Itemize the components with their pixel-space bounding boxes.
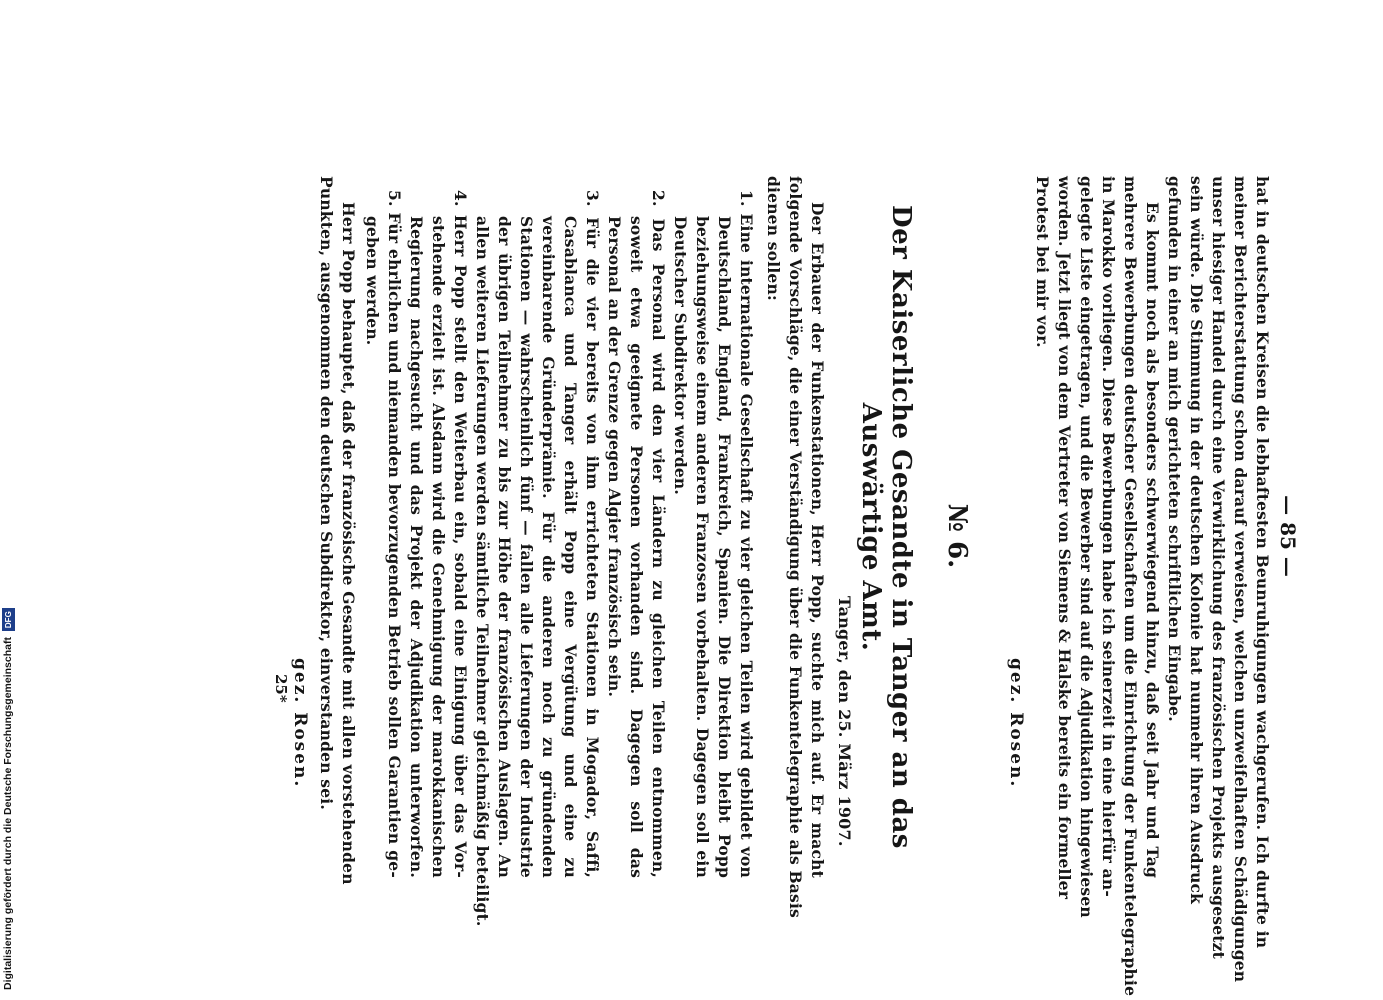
text-line: soweit etwa geeignete Personen vorhanden sind. Dagegen soll das [627,216,646,878]
text-line: Casablanca und Tanger erhält Popp eine Vergütung und eine zu [561,216,580,878]
text-line: 1. Eine internationale Gesellschaft zu vier gleichen Teilen wird gebildet von [737,190,756,878]
document-number: № 6. [942,503,972,569]
text-line: hat in deutschen Kreisen die lebhaftesten Beunruhigungen wachgerufen. Ich durfte in [1253,176,1272,949]
text-line: beziehungsweise einem anderen Franzosen vorbehalten. Dagegen soll ein [693,216,712,878]
text-line: mehrere Bewerbungen deutscher Gesellschaften um die Einrichtung der Funkentelegraphie [1121,176,1140,997]
text-line: Punkten, ausgenommen den deutschen Subdirektor, einverstanden sei. [317,176,336,810]
document-title: Der Kaiserliche Gesandte in Tanger an das Auswärtige Amt. [856,205,916,849]
text-line: geben werden. [363,216,382,346]
text-line: gefunden in einer an mich gerichteten schriftlichen Eingabe. [1165,176,1184,722]
text-line: Der Erbauer der Funkenstationen, Herr Popp, suchte mich auf. Er macht [808,202,827,878]
text-line: Regierung nachgesucht und das Projekt der Adjudikation unterworfen. [407,216,426,878]
text-line: stehende erzielt ist. Alsdann wird die Genehmigung der marokkanischen [429,216,448,878]
text-line: Herr Popp behauptet, daß der französische Gesandte mit allen vorstehenden [339,202,358,885]
text-line: meiner Berichterstattung schon darauf verweisen, welchen unzweifelhaften Schädigungen [1231,176,1250,983]
text-line: gelegte Liste eingetragen, und die Bewerber sind auf die Adjudikation hingewiesen [1077,176,1096,918]
text-line: unser hiesiger Handel durch eine Verwirklichung des französischen Projekts ausgesetzt [1209,176,1228,959]
text-line: allen weiteren Lieferungen werden sämtliche Teilnehmer gleichmäßig beteiligt. [473,216,492,927]
text-line: Personal an der Grenze gegen Algier französisch sein. [605,216,624,698]
signature: gez. Rosen. [290,658,310,789]
dfg-logo[interactable]: DFG [2,608,15,631]
text-line: 4. Herr Popp stellt den Weiterbau ein, sobald eine Einigung über das Vor- [451,190,470,878]
digitization-credit [1,610,19,990]
dateline: Tanger, den 25. März 1907. [835,596,854,847]
text-line: Es kommt noch als besonders schwerwiegend hinzu, daß seit Jahr und Tag [1143,202,1162,878]
page-number: — 85 — [1276,495,1300,577]
text-line: Stationen — wahrscheinlich fünf — fallen alle Lieferungen der Industrie [517,216,536,878]
signature: gez. Rosen. [1006,658,1026,789]
text-line: folgende Vorschläge, die einer Verständigung über die Funkentelegraphie als Basis [786,176,805,918]
rotated-text-block [215,176,1300,997]
text-line: 3. Für die vier bereits von ihm errichteten Stationen in Mogador, Saffi, [583,190,602,878]
text-line: in Marokko vorliegen. Diese Bewerbungen habe ich seinerzeit in eine hierfür an- [1099,176,1118,897]
text-line: der übrigen Teilnehmer zu bis zur Höhe der französischen Auslagen. An [495,216,514,878]
text-line: 5. Für ehrlichen und niemanden bevorzugenden Betrieb sollen Garantien ge- [385,190,404,878]
text-line: dienen sollen: [764,176,783,301]
sheet-mark: 25* [272,674,290,703]
text-line: vereinbarende Gründerprämie. Für die anderen noch zu gründenden [539,216,558,878]
text-line: Deutschland, England, Frankreich, Spanien. Die Direktion bleibt Popp [715,216,734,878]
text-line: 2. Das Personal wird den vier Ländern zu gleichen Teilen entnommen, [649,190,668,878]
text-line: worden. Jetzt liegt von dem Vertreter von Siemens & Halske bereits ein formeller [1055,176,1074,900]
text-line: sein würde. Die Stimmung in der deutschen Kolonie hat nunmehr ihren Ausdruck [1187,176,1206,905]
credit-text: Digitalisierung gefördert durch die Deutsche Forschungsgemeinschaft [2,637,14,990]
text-line: Deutscher Subdirektor werden. [671,216,690,495]
text-line: Protest bei mir vor. [1033,176,1052,348]
